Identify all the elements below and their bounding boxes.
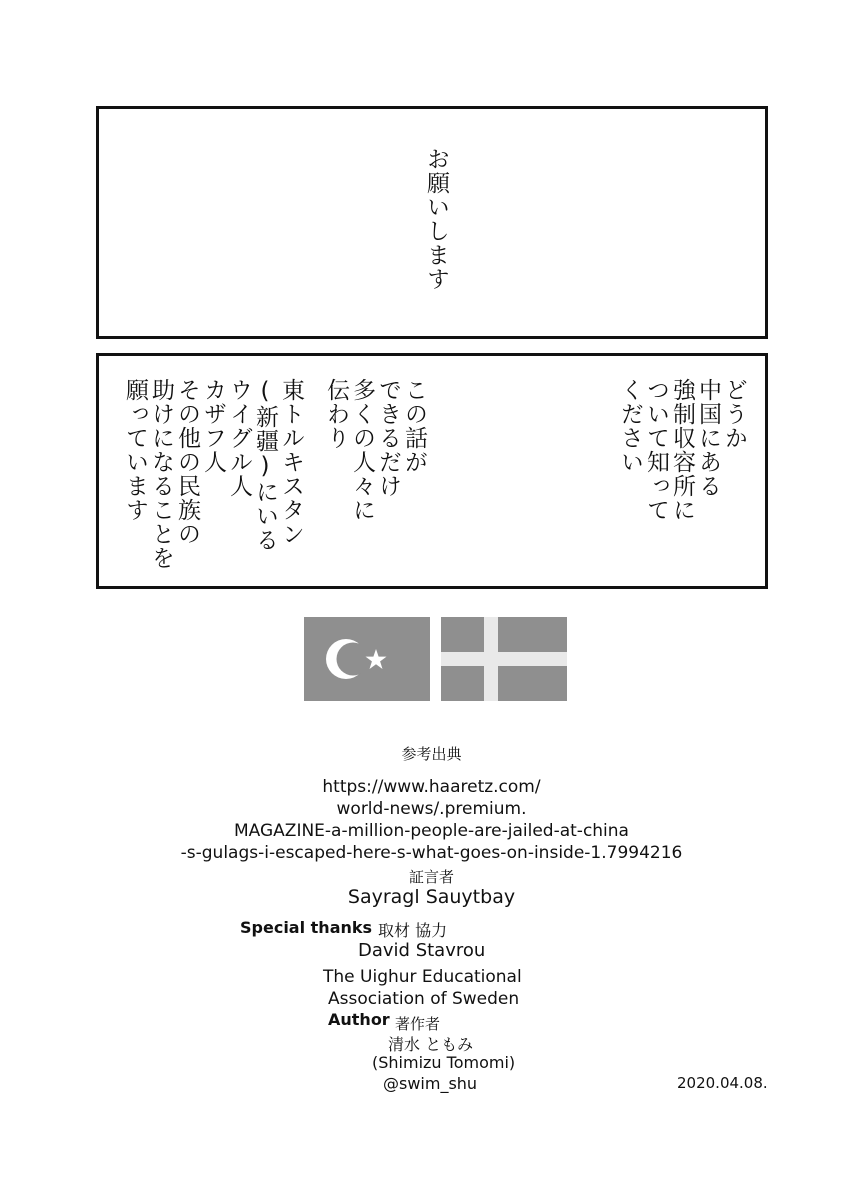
message-line: 多くの人々に	[349, 378, 375, 522]
flag-cross-horizontal	[441, 652, 567, 666]
message-line: 助けになることを	[148, 378, 174, 570]
source-url-line: https://www.haaretz.com/	[322, 777, 541, 797]
message-line: この話が	[401, 378, 427, 474]
thanks-name: David Stavrou	[358, 940, 486, 961]
message-panel	[96, 353, 768, 589]
org-line: Association of Sweden	[328, 989, 520, 1009]
date: 2020.04.08.	[677, 1074, 768, 1092]
crescent-star-icon	[304, 617, 430, 701]
request-text: お願いします	[423, 147, 449, 291]
author-sub: 著作者	[395, 1015, 441, 1033]
author-handle: @swim_shu	[383, 1074, 478, 1093]
message-line: その他の民族の	[174, 378, 200, 546]
message-line: 東トルキスタン	[278, 378, 304, 546]
witness-name: Sayragl Sauytbay	[347, 886, 516, 908]
message-line: カザフ人	[200, 378, 226, 474]
message-line: (新疆)にいる	[252, 378, 278, 552]
message-line: 強制収容所に	[669, 378, 695, 522]
source-url-line: world-news/.premium.	[336, 799, 527, 819]
message-line: ください	[617, 378, 643, 474]
message-line: 願っています	[122, 378, 148, 522]
message-line: できるだけ	[375, 378, 401, 498]
east-turkestan-flag	[304, 617, 430, 701]
message-line: ついて知って	[643, 378, 669, 522]
org-line: The Uighur Educational	[323, 967, 522, 987]
witness-label: 証言者	[408, 868, 454, 886]
source-url-line: MAGAZINE-a-million-people-are-jailed-at-china	[234, 821, 629, 841]
author-name-en: (Shimizu Tomomi)	[372, 1053, 516, 1072]
message-line: 伝わり	[323, 378, 349, 450]
message-line: ウイグル人	[226, 378, 252, 498]
top-panel	[96, 106, 768, 339]
thanks-sub: 取材 協力	[378, 921, 448, 940]
message-line: どうか	[721, 378, 747, 450]
sources-heading: 参考出典	[401, 745, 462, 763]
author-name-jp: 清水 ともみ	[388, 1035, 474, 1054]
sweden-flag	[441, 617, 567, 701]
thanks-label: Special thanks	[240, 918, 373, 937]
message-line: 中国にある	[695, 378, 721, 498]
source-url-line: -s-gulags-i-escaped-here-s-what-goes-on-inside-1.7994216	[180, 843, 683, 863]
author-label: Author	[328, 1010, 390, 1029]
